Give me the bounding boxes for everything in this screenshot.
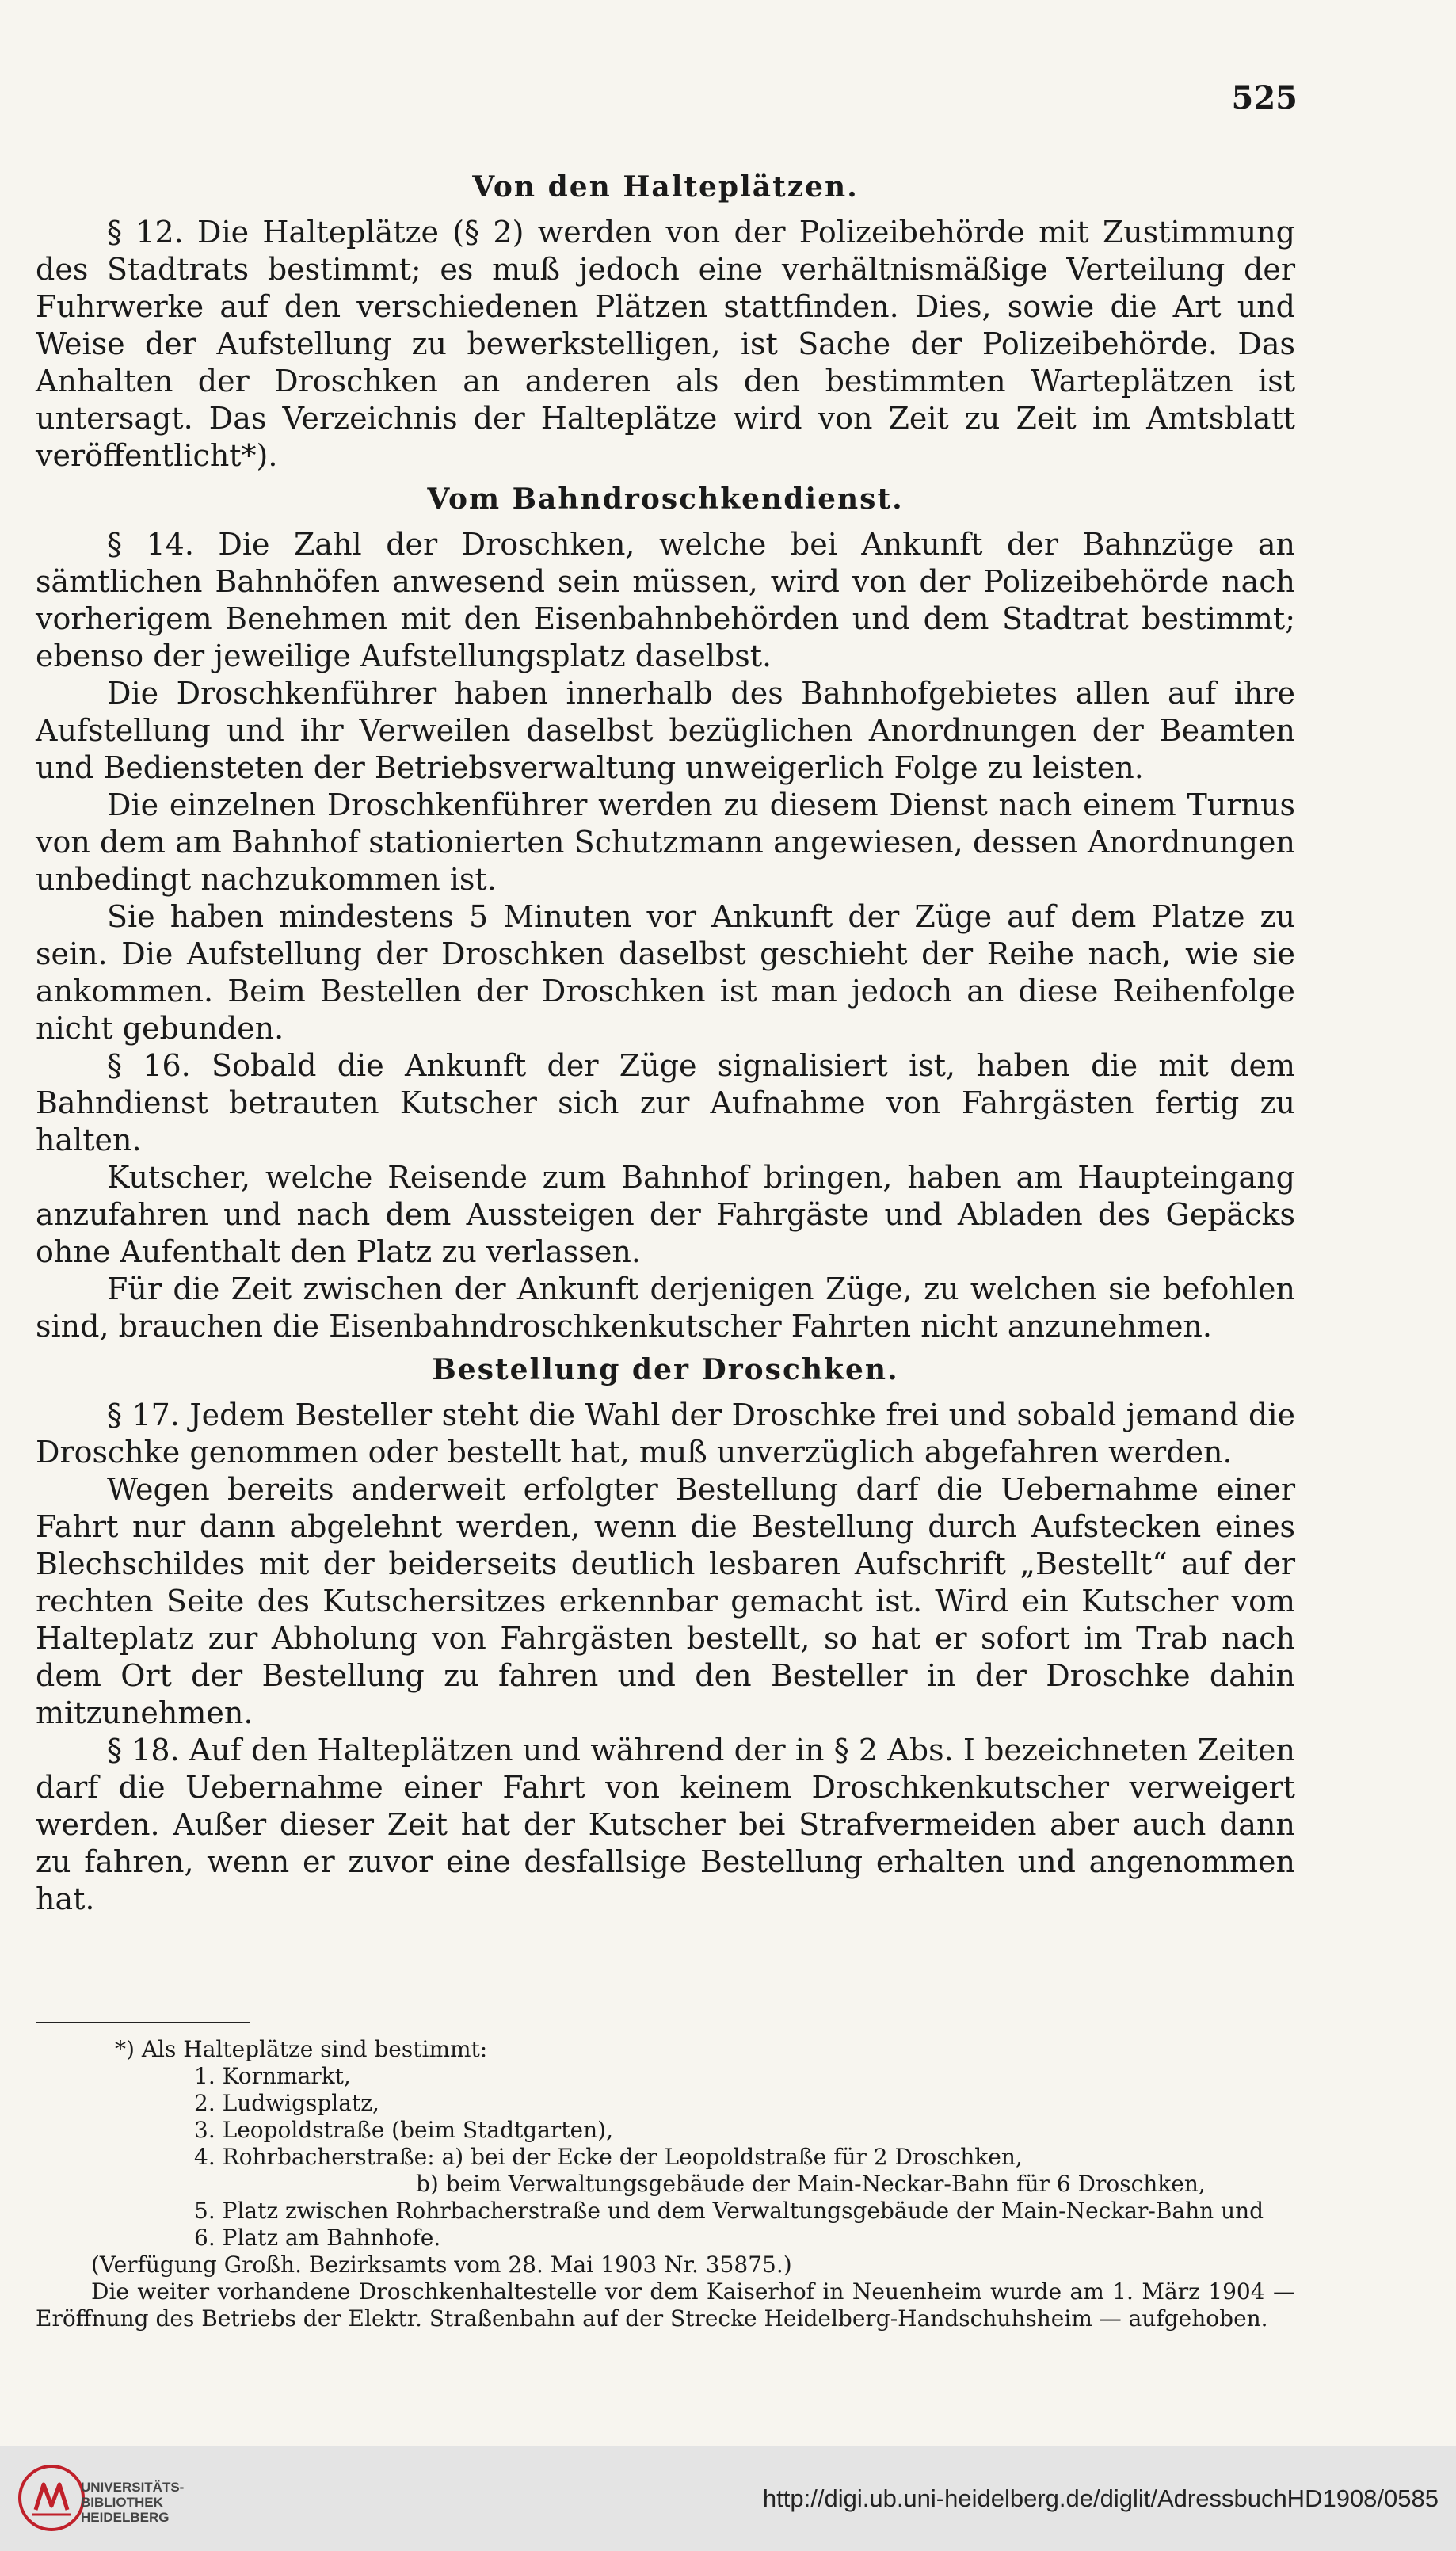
section-heading: Von den Halteplätzen. xyxy=(472,170,859,204)
library-name-line: BIBLIOTHEK xyxy=(81,2495,163,2510)
section-halteplaetze xyxy=(36,169,1295,475)
section-heading: Vom Bahndroschkendienst. xyxy=(427,482,904,516)
viewer-footer xyxy=(0,2446,1456,2551)
library-name-line: UNIVERSITÄTS- xyxy=(81,2480,185,2495)
footnote-list-item: 5. Platz zwischen Rohrbacherstraße und dem Verwaltungsgebäude der Main-Neckar-Bahn und xyxy=(194,2198,1264,2224)
paragraph: Die Droschkenführer haben innerhalb des Bahnhofgebietes allen auf ihre Aufstellung und ihr Verweilen daselbst bezüglichen Anordnungen der Beamten und Bediensteten der Betriebsverwaltung unweigerlich Folge zu leisten. xyxy=(36,676,1295,785)
paragraph: Die einzelnen Droschkenführer werden zu diesem Dienst nach einem Turnus von dem am Bahnhof stationierten Schutzmann angewiesen, dessen Anordnungen unbedingt nachzukommen ist. xyxy=(36,787,1295,897)
footnote-block xyxy=(36,2036,1295,2332)
paragraph: Wegen bereits anderweit erfolgter Bestellung darf die Uebernahme einer Fahrt nur dann abgelehnt werden, wenn die Bestellung durch Aufstecken eines Blechschildes mit der beiderseits deutlich lesbaren Aufschrift „Bestellt“ auf der rechten Seite des Kutschersitzes erkennbar gemacht ist. Wird ein Kutscher vom Halteplatz zur Abholung von Fahrgästen bestellt, so hat er sofort im Trab nach dem Ort der Bestellung zu fahren und den Besteller in der Droschke dahin mitzunehmen. xyxy=(36,1472,1295,1730)
paragraph: Für die Zeit zwischen der Ankunft derjenigen Züge, zu welchen sie befohlen sind, brauchen die Eisenbahndroschkenkutscher Fahrten nicht anzunehmen. xyxy=(36,1272,1295,1344)
paragraph: Sie haben mindestens 5 Minuten vor Ankunft der Züge auf dem Platze zu sein. Die Aufstellung der Droschken daselbst geschieht der Reihe nach, wie sie ankommen. Beim Bestellen der Droschken ist man jedoch an diese Reihenfolge nicht gebunden. xyxy=(36,899,1295,1046)
footnote-decree: (Verfügung Großh. Bezirksamts vom 28. Mai 1903 Nr. 35875.) xyxy=(91,2252,792,2278)
paragraph: § 16. Sobald die Ankunft der Züge signalisiert ist, haben die mit dem Bahndienst betrauten Kutscher sich zur Aufnahme von Fahrgästen fertig zu halten. xyxy=(36,1048,1295,1157)
library-name xyxy=(81,2480,184,2525)
paragraph: § 14. Die Zahl der Droschken, welche bei Ankunft der Bahnzüge an sämtlichen Bahnhöfen anwesend sein müssen, wird von der Polizeibehörde nach vorherigem Benehmen mit den Eisenbahnbehörden und dem Stadtrat bestimmt; ebenso der jeweilige Aufstellungsplatz daselbst. xyxy=(36,527,1295,673)
footnote-list-item: 6. Platz am Bahnhofe. xyxy=(194,2225,441,2251)
footnote-list-subitem: b) beim Verwaltungsgebäude der Main-Neckar-Bahn für 6 Droschken, xyxy=(416,2171,1206,2197)
footnote-list-item: 1. Kornmarkt, xyxy=(194,2063,351,2089)
footnote-list-item: 4. Rohrbacherstraße: a) bei der Ecke der Leopoldstraße für 2 Droschken, xyxy=(194,2144,1023,2170)
footnote-intro: *) Als Halteplätze sind bestimmt: xyxy=(115,2036,488,2062)
paragraph: Kutscher, welche Reisende zum Bahnhof bringen, haben am Haupteingang anzufahren und nach dem Aussteigen der Fahrgäste und Abladen des Gepäcks ohne Aufenthalt den Platz zu verlassen. xyxy=(36,1160,1295,1269)
section-bahndroschkendienst xyxy=(36,481,1295,1345)
page-number: 525 xyxy=(1231,79,1298,116)
paragraph: § 12. Die Halteplätze (§ 2) werden von der Polizeibehörde mit Zustimmung des Stadtrats bestimmt; es muß jedoch eine verhältnismäßige Verteilung der Fuhrwerke auf den verschiedenen Plätzen stattfinden. Dies, sowie die Art und Weise der Aufstellung zu bewerkstelligen, ist Sache der Polizeibehörde. Das Anhalten der Droschken an anderen als den bestimmten Warteplätzen ist untersagt. Das Verzeichnis der Halteplätze wird von Zeit zu Zeit im Amtsblatt veröffentlicht*). xyxy=(36,215,1295,473)
footnote-divider xyxy=(36,2022,250,2023)
document-body xyxy=(36,162,1295,1918)
library-name-line: HEIDELBERG xyxy=(81,2510,170,2525)
section-heading: Bestellung der Droschken. xyxy=(432,1353,899,1386)
footnote-list-item: 3. Leopoldstraße (beim Stadtgarten), xyxy=(194,2117,613,2143)
heidelberg-seal-icon xyxy=(16,2462,87,2534)
paragraph: § 17. Jedem Besteller steht die Wahl der Droschke frei und sobald jemand die Droschke genommen oder bestellt hat, muß unverzüglich abgefahren werden. xyxy=(36,1398,1295,1470)
footnote-list-item: 2. Ludwigsplatz, xyxy=(194,2090,379,2116)
document-url-link[interactable]: http://digi.ub.uni-heidelberg.de/diglit/AdressbuchHD1908/0585 xyxy=(762,2484,1439,2512)
paragraph: § 18. Auf den Halteplätzen und während der in § 2 Abs. I bezeichneten Zeiten darf die Uebernahme einer Fahrt von keinem Droschkenkutscher verweigert werden. Außer dieser Zeit hat der Kutscher bei Strafvermeiden aber auch dann zu fahren, wenn er zuvor eine desfallsige Bestellung erhalten und angenommen hat. xyxy=(36,1733,1295,1916)
footnote-text: Die weiter vorhandene Droschkenhaltestelle vor dem Kaiserhof in Neuenheim wurde am 1. März 1904 — Eröffnung des Betriebs der Elektr. Straßenbahn auf der Strecke Heidelberg-Handschuhsheim — aufgehoben. xyxy=(36,2278,1295,2332)
section-bestellung xyxy=(36,1352,1295,1918)
